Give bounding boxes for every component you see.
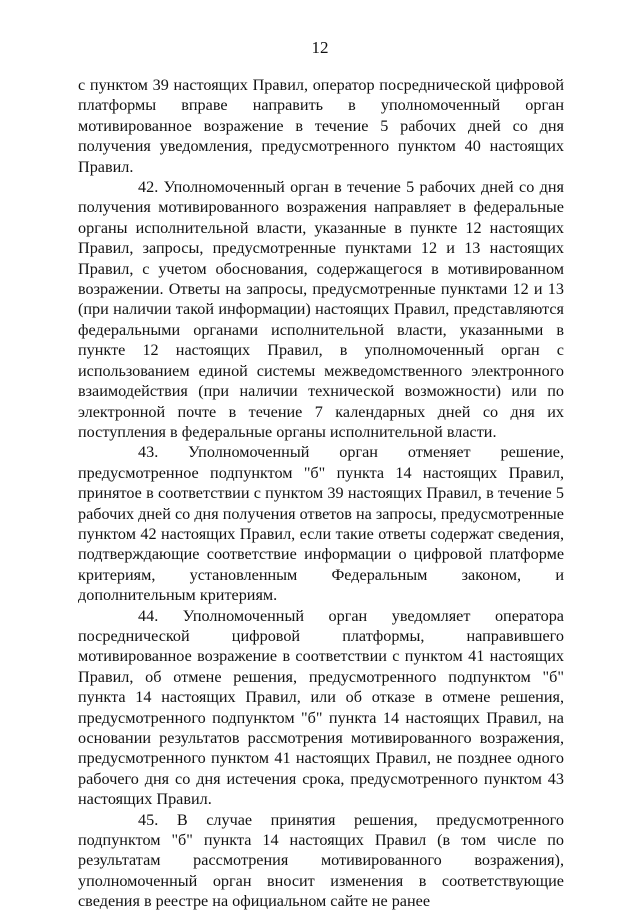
paragraph-43: 43. Уполномоченный орган отменяет решение, предусмотренное подпунктом "б" пункта 14 настоящих Правил, принятое в соответствии с пунктом 39 настоящих Правил, в течение 5 рабочих дней со дня получения ответов на запросы, предусмотренные пунктом 42 настоящих Правил, если такие ответы содержат сведения, подтверждающие соответствие информации о цифровой платформе критериям, установленным Федеральным законом, и дополнительным критериям. [78,443,564,605]
page-number: 12 [311,38,329,57]
document-body [78,75,564,912]
paragraph-45: 45. В случае принятия решения, предусмотренного подпунктом "б" пункта 14 настоящих Правил (в том числе по результатам рассмотрения мотивированного возражения), уполномоченный орган вносит изменения в соответствующие сведения в реестре на официальном сайте не ранее [78,810,564,911]
paragraph-continuation: с пунктом 39 настоящих Правил, оператор посреднической цифровой платформы вправе направить в уполномоченный орган мотивированное возражение в течение 5 рабочих дней со дня получения уведомления, предусмотренного пунктом 40 настоящих Правил. [78,76,564,176]
paragraph-44: 44. Уполномоченный орган уведомляет оператора посреднической цифровой платформы, направившего мотивированное возражение в соответствии с пунктом 41 настоящих Правил, об отмене решения, предусмотренного подпунктом "б" пункта 14 настоящих Правил, или об отказе в отмене решения, предусмотренного подпунктом "б" пункта 14 настоящих Правил, на основании результатов рассмотрения мотивированного возражения, предусмотренного пунктом 41 настоящих Правил, не позднее одного рабочего дня со дня истечения срока, предусмотренного пунктом 43 настоящих Правил. [78,606,564,809]
paragraph-42: 42. Уполномоченный орган в течение 5 рабочих дней со дня получения мотивированного возражения направляет в федеральные органы исполнительной власти, указанные в пункте 12 настоящих Правил, запросы, предусмотренные пунктами 12 и 13 настоящих Правил, с учетом обоснования, содержащегося в мотивированном возражении. Ответы на запросы, предусмотренные пунктами 12 и 13 (при наличии такой информации) настоящих Правил, представляются федеральными органами исполнительной власти, указанными в пункте 12 настоящих Правил, в уполномоченный орган с использованием единой системы межведомственного электронного взаимодействия (при наличии технической возможности) или по электронной почте в течение 7 календарных дней со дня их поступления в федеральные органы исполнительной власти. [78,178,564,441]
